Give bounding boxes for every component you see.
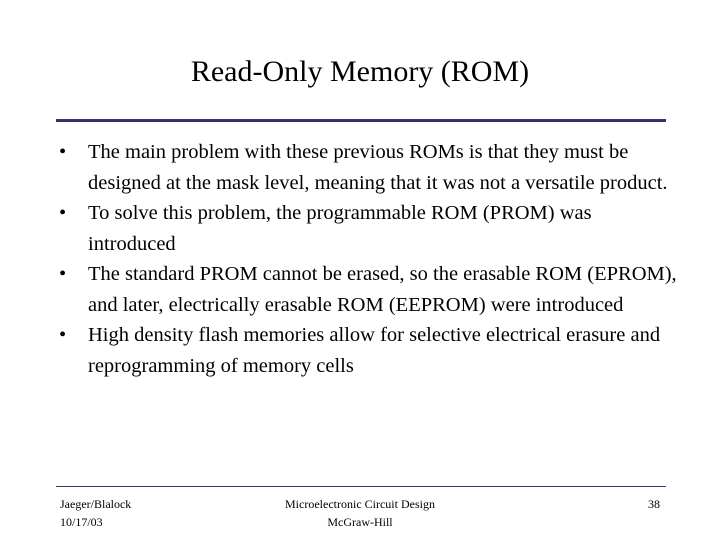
footer-divider <box>56 486 666 487</box>
bullet-text: High density flash memories allow for selective electrical erasure and reprogramming of memory cells <box>88 324 661 377</box>
page-number: 38 <box>648 497 660 511</box>
footer-author: Jaeger/Blalock <box>60 497 132 511</box>
slide-title: Read-Only Memory (ROM) <box>190 55 530 88</box>
bullet-icon: • <box>59 324 67 346</box>
footer-date: 10/17/03 <box>60 515 103 529</box>
footer-publisher: McGraw-Hill <box>327 515 393 529</box>
bullet-item <box>59 259 679 320</box>
bullet-item <box>59 320 679 381</box>
footer-book-title: Microelectronic Circuit Design <box>285 497 435 511</box>
bullet-text: The main problem with these previous ROMs is that they must be designed at the mask level, meaning that it was not a versatile product. <box>88 141 668 194</box>
bullet-item <box>59 137 679 198</box>
footer-book-block <box>240 495 480 531</box>
title-divider <box>56 119 666 122</box>
bullet-icon: • <box>59 263 67 285</box>
bullet-text: To solve this problem, the programmable ROM (PROM) was introduced <box>88 202 592 255</box>
footer-author-block <box>60 495 131 531</box>
bullet-item <box>59 198 679 259</box>
bullet-list <box>59 137 679 381</box>
bullet-text: The standard PROM cannot be erased, so the erasable ROM (EPROM), and later, electrically erasable ROM (EEPROM) were introduced <box>88 263 677 316</box>
bullet-icon: • <box>59 141 67 163</box>
bullet-icon: • <box>59 202 67 224</box>
